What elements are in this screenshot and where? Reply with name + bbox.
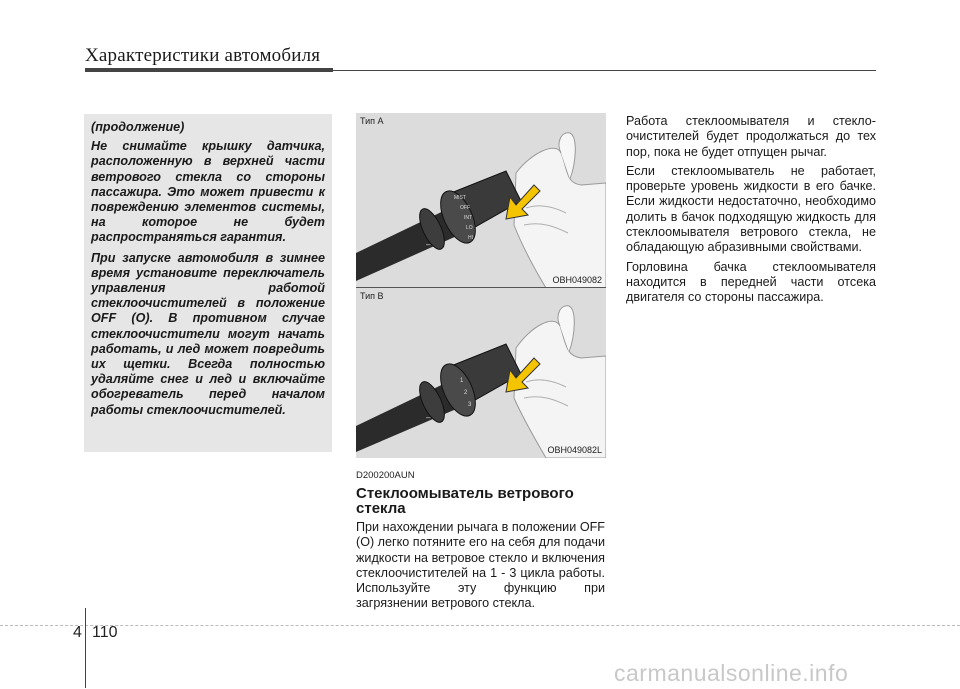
caution-paragraph-1: Не снимайте крышку датчика, расположенную в верхней части ветрового стекла со стороны пассажира. Это может привести к повреждению элементов системы, на которое не будет распространяться гарантия. xyxy=(91,139,325,245)
svg-text:+: + xyxy=(414,210,419,219)
section-heading: Стеклоомыватель ветрового стекла xyxy=(356,485,574,517)
right-paragraph-2: Если стеклоомыватель не работает, проверьте уровень жидкости в его бачке. Если жидкости недостаточно, необходимо долить в бачок подходящую жидкость для стеклоомывателя ветрового стекла, не обладающую абразивными свойствами. xyxy=(626,163,876,255)
page-header-title: Характеристики автомобиля xyxy=(85,45,321,66)
footer-divider xyxy=(0,625,960,626)
lever-mark-hi: HI xyxy=(468,235,473,241)
lever-mark-mist: MIST xyxy=(454,195,466,201)
footer-vertical-rule xyxy=(85,608,86,688)
caution-box xyxy=(84,114,332,452)
lever-mark-lo: LO xyxy=(466,225,473,231)
right-paragraph-3: Горловина бачка стеклоомывателя находится в передней части отсека двигателя со стороны пассажира. xyxy=(626,259,876,305)
lever-mark-3: 3 xyxy=(468,402,472,408)
section-code: D200200AUN xyxy=(356,470,415,481)
page-number: 110 xyxy=(92,624,118,641)
lever-mark-off: OFF xyxy=(460,205,470,211)
header-rule-thin xyxy=(333,70,876,71)
right-paragraph-1: Работа стеклоомывателя и стекло-очистителей будет продолжаться до тех пор, пока не будет отпущен рычаг. xyxy=(626,114,876,159)
svg-text:–: – xyxy=(426,413,431,422)
lever-mark-int: INT xyxy=(464,215,473,221)
lever-mark-2: 2 xyxy=(464,390,468,396)
figure-a-code: OBH049082 xyxy=(552,275,602,285)
caution-continued: (продолжение) xyxy=(91,120,185,134)
watermark: carmanualsonline.info xyxy=(614,660,849,686)
figure-b-code: OBH049082L xyxy=(547,445,602,455)
caution-paragraph-2: При запуске автомобиля в зимнее время установите переключатель управления работой стеклоочистителей в положение OFF (O). В противном случае стеклоочистители могут начать работать, и лед может повредить их щетки. Всегда полностью удаляйте снег и лед и включайте обогреватель перед началом работы стеклоочистителей. xyxy=(91,250,325,417)
figure-b-label: Тип B xyxy=(360,291,384,301)
right-column xyxy=(626,114,876,310)
header-rule xyxy=(85,68,333,72)
figure-type-a xyxy=(356,113,606,288)
chapter-number: 4 xyxy=(73,624,82,641)
figure-a-label: Тип А xyxy=(360,116,384,126)
wiper-lever-illustration-b xyxy=(356,288,606,458)
wiper-lever-illustration-a xyxy=(356,113,606,288)
svg-text:+: + xyxy=(414,383,419,392)
section-body: При нахождении рычага в положении OFF (O) легко потяните его на себя для подачи жидкости на ветровое стекло и включения стеклоочистителей на 1 - 3 цикла работы. Используйте эту функцию при загрязнении ветрового стекла. xyxy=(356,520,605,611)
lever-mark-1: 1 xyxy=(460,378,464,384)
svg-text:–: – xyxy=(426,240,431,249)
figure-type-b xyxy=(356,288,606,458)
